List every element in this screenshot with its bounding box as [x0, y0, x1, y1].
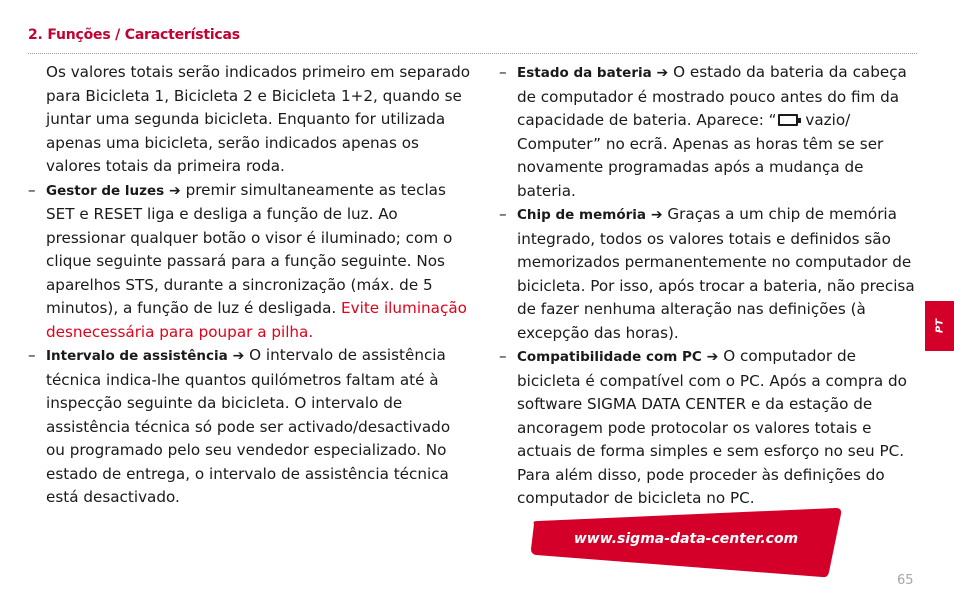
battery-empty-icon — [778, 114, 798, 126]
list-item-memory-chip — [499, 203, 924, 345]
arrow-icon: ➔ — [706, 349, 719, 365]
item-text: O estado da bateria da cabeça de computador é mostrado pouco antes do fim da capacidade de bateria. Aparece: “ — [517, 63, 907, 129]
list-item-pc-compatibility — [499, 345, 924, 511]
arrow-icon: ➔ — [169, 182, 181, 199]
language-tab-label: PT — [934, 318, 945, 334]
bullet-dash: – — [28, 346, 36, 364]
bullet-dash: – — [499, 347, 507, 365]
bullet-dash: – — [499, 205, 507, 223]
right-column — [499, 61, 924, 511]
dotted-divider — [28, 53, 917, 54]
item-text: premir simultaneamente as teclas SET e RESET liga e desliga a função de luz. Ao pressionar qualquer botão o visor é iluminado; com o clique seguinte passará para a função seguinte. Nos aparelhos STS, durante a sincronização (máx. de 5 minutos), a função de luz é desligada. — [46, 180, 453, 317]
page-number: 65 — [897, 573, 914, 588]
highlight-note: Evite iluminação desnecessária para poupar a pilha. — [46, 299, 467, 341]
arrow-icon: ➔ — [650, 207, 663, 223]
item-text: O computador de bicicleta é compatível com o PC. Após a compra do software SIGMA DATA CENTER e da estação de ancoragem pode protocolar os valores totais e actuais de forma simples e sem esforço no seu PC. Para além disso, pode proceder às definições do computador de bicicleta no PC. — [517, 347, 907, 507]
list-item-light-manager — [28, 179, 473, 345]
item-label: Estado da bateria — [517, 65, 652, 81]
item-text: O intervalo de assistência técnica indica-lhe quantos quilómetros faltam até à inspecção seguinte da bicicleta. O intervalo de assistência técnica só pode ser activado/desactivado ou programado pelo seu vendedor especializado. No estado de entrega, o intervalo de assistência técnica está desactivado. — [46, 346, 451, 506]
bullet-dash: – — [28, 180, 36, 199]
language-tab — [925, 301, 954, 351]
bullet-dash: – — [499, 63, 507, 81]
section-title: 2. Funções / Características — [28, 27, 240, 43]
item-label: Intervalo de assistência — [46, 348, 228, 364]
item-label: Compatibilidade com PC — [517, 349, 702, 365]
item-text-continued: vazio/ Computer” no ecrã. Apenas as horas têm se ser novamente programadas após a mudança de bateria. — [517, 111, 884, 200]
list-item-battery-status — [499, 61, 924, 203]
arrow-icon: ➔ — [232, 348, 245, 364]
list-item-service-interval — [28, 344, 473, 510]
arrow-icon: ➔ — [656, 65, 669, 81]
item-text: Graças a um chip de memória integrado, todos os valores totais e definidos são memorizados permanentemente no computador de bicicleta. Por isso, após trocar a bateria, não precisa de fazer nenhuma alteração nas definições (à excepção das horas). — [517, 205, 915, 342]
website-link[interactable]: www.sigma-data-center.com — [573, 531, 799, 547]
item-label: Gestor de luzes — [46, 182, 165, 199]
intro-paragraph: Os valores totais serão indicados primeiro em separado para Bicicleta 1, Bicicleta 2 e Bicicleta 1+2, quando se juntar uma segunda bicicleta. Enquanto for utilizada apenas uma bicicleta, serão indicados apenas os valores totais da primeira roda. — [46, 63, 471, 175]
item-label: Chip de memória — [517, 207, 646, 223]
left-column — [28, 61, 473, 510]
website-banner[interactable] — [530, 508, 842, 578]
